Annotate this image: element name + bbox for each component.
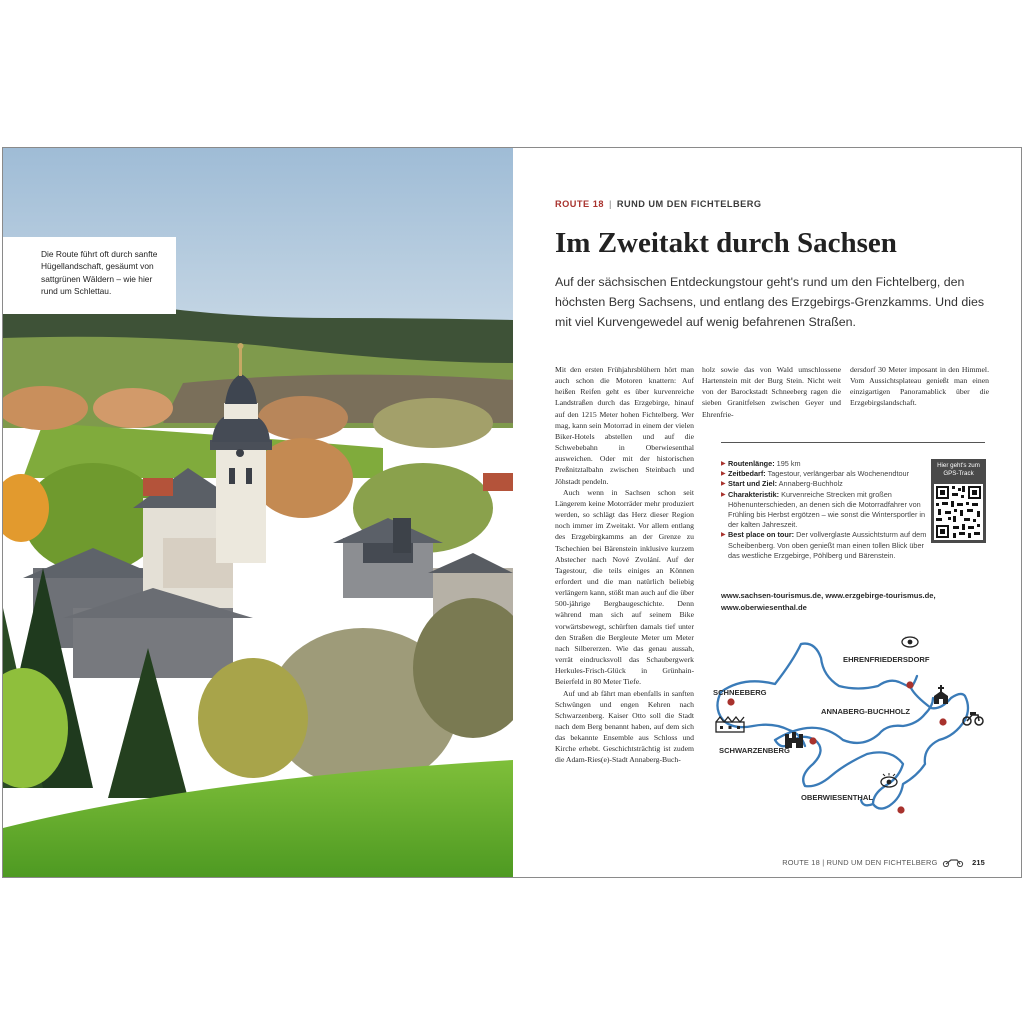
text-column-1 xyxy=(555,364,694,834)
fact-character: ▶ Charakteristik: Kurvenreiche Strecken mit großen Höhenunterschieden, an denen sich die Motorradfahrer von Frühling bis Herbst ergötzen – wie sonst die Wintersportler in der kalten Jahreszeit. xyxy=(721,489,926,530)
route-info-box xyxy=(721,442,985,612)
stop-schneeberg xyxy=(727,698,734,705)
route-header xyxy=(555,199,762,209)
book-spread xyxy=(2,147,1022,878)
paragraph: dersdorf 30 Meter imposant in den Himmel. Vom Aussichtsplateau genießt man einen einzigartigen Panoramablick über die Erzgebirgslandschaft. xyxy=(850,365,989,408)
route-map xyxy=(703,636,993,826)
fact-time-required: ▶ Zeitbedarf: Tagestour, verlängerbar als Wochenendtour xyxy=(721,469,910,479)
church-icon xyxy=(934,685,948,704)
triangle-bullet-icon: ▶ xyxy=(721,491,726,498)
triangle-bullet-icon: ▶ xyxy=(721,532,726,539)
map-label-ehrenfriedersdorf: EHRENFRIEDERSDORF xyxy=(843,655,930,664)
map-label-schneeberg: SCHNEEBERG xyxy=(713,688,767,697)
qr-code-icon[interactable] xyxy=(934,484,983,540)
stop-schwarzenberg xyxy=(809,737,816,744)
photo-caption: Die Route führt oft durch sanfte Hügellandschaft, gesäumt von sattgrünen Wäldern – wie hier rund um Schlettau. xyxy=(3,237,176,314)
route-name: RUND UM DEN FICHTELBERG xyxy=(616,199,762,209)
triangle-bullet-icon: ▶ xyxy=(721,481,726,488)
paragraph: Auch wenn in Sachsen schon seit Längerem keine Motorräder mehr produziert werden, so schlägt das Herz dieser Region noch immer im Zweitakt. Vor allem entlang des Erzgebirgkamms an der Grenze zu Tschechien bei Bärenstein inklusive kurzem Abstecher nach Nové Zvolání. Auf der Tagestour, die teils einiges an Können erfordert und die man natürlich beliebig verlängern kann, stößt man auch auf die über 500-jährige Bergbaugeschichte. Denn während man sich auf seinem Bike vorwärtsbewegt, schürften damals tief unter den Straßen die Bergleute Meter um Meter nach Silbererzen. Wie das genau aussah, verrät eindrucksvoll das Schaubergwerk Herkules-Frisch-Glück in Grünhain-Beierfeld in 80 Meter Tiefe. xyxy=(555,487,694,687)
article-lead: Auf der sächsischen Entdeckungstour geht's rund um den Fichtelberg, den höchsten Berg Sachsens, und entlang des Erzgebirgs-Grenzkamms. Und dies mit viel Kurvengewedel auf wenig befahrenen Straßen. xyxy=(555,275,985,329)
footer-route-name: RUND UM DEN FICHTELBERG xyxy=(826,858,938,867)
qr-label: Hier geht's zum GPS-Track xyxy=(937,462,980,478)
paragraph: holz sowie das von Wald umschlossene Hartenstein mit der Burg Stein. Nicht weit von der Barockstadt Schneeberg ragen die sieben Granitfelsen zwischen Geyer und Ehrenfrie- xyxy=(702,365,841,419)
landscape-photo xyxy=(3,148,513,877)
header-separator: | xyxy=(608,199,612,209)
paragraph: Auf und ab fährt man ebenfalls in sanften Schwüngen und engen Kehren nach Schwarzenberg. Kaiser Otto soll die Stadt nach dem Berg benannt haben, auf dem sich das bekannte Ensemble aus Schloss und Kirche erhebt. Geschichtsträchtig ist zudem die Adam-Ries(e)-Stadt Annaberg-Buch- xyxy=(555,688,694,765)
map-label-oberwiesenthal: OBERWIESENTHAL xyxy=(801,793,874,802)
page-number: 215 xyxy=(972,858,985,867)
fact-start-end: ▶ Start und Ziel: Annaberg-Buchholz xyxy=(721,479,843,489)
footer-separator: | xyxy=(822,858,827,867)
tourism-links[interactable]: www.sachsen-tourismus.de, www.erzgebirge-tourismus.de, www.oberwiesenthal.de xyxy=(721,591,936,612)
map-label-schwarzenberg: SCHWARZENBERG xyxy=(719,746,790,755)
route-line xyxy=(717,644,968,809)
triangle-bullet-icon: ▶ xyxy=(721,461,726,467)
page-footer xyxy=(782,858,985,867)
fact-best-place: ▶ Best place on tour: Der vollverglaste Aussichtsturm auf dem Scheibenberg. Von oben genießt man einen tollen Blick über das westliche Erzgebirge, Pöhlberg und Bärenstein. xyxy=(721,530,927,560)
gps-track-qr-box[interactable] xyxy=(931,459,986,543)
viewpoint-eye-icon xyxy=(902,636,918,647)
triangle-bullet-icon: ▶ xyxy=(721,471,726,478)
map-label-annaberg: ANNABERG-BUCHHOLZ xyxy=(821,707,911,716)
footer-route: ROUTE 18 xyxy=(782,858,820,867)
route-facts-list xyxy=(721,459,931,561)
route-number: ROUTE 18 xyxy=(555,199,604,209)
motorcycle-icon xyxy=(942,859,964,867)
stop-ehrenfriedersdorf xyxy=(906,681,913,688)
qr-code-graphic xyxy=(934,484,983,540)
paragraph: Mit den ersten Frühjahrsblühern hört man auch schon die Motoren knattern: Auf heißen Reifen geht es über kurvenreiche Landstraßen durch das Erzgebirge, hinauf auf den 1215 Meter hohen Fichtelberg. Wer mag, kann sein Motorrad in einem der vielen Biker-Hotels abstellen und auf die Schwebebahn in Oberwiesenthal ausweichen. Oder mit der historischen Preßnitztalbahn zwischen Steinbach und Jöhstadt pendeln. xyxy=(555,365,694,486)
fact-route-length: ▶ Routenlänge: 195 km xyxy=(721,459,801,468)
stop-annaberg xyxy=(939,718,946,725)
text-page xyxy=(513,148,1022,877)
article-title: Im Zweitakt durch Sachsen xyxy=(555,227,897,259)
stop-oberwiesenthal xyxy=(897,806,904,813)
